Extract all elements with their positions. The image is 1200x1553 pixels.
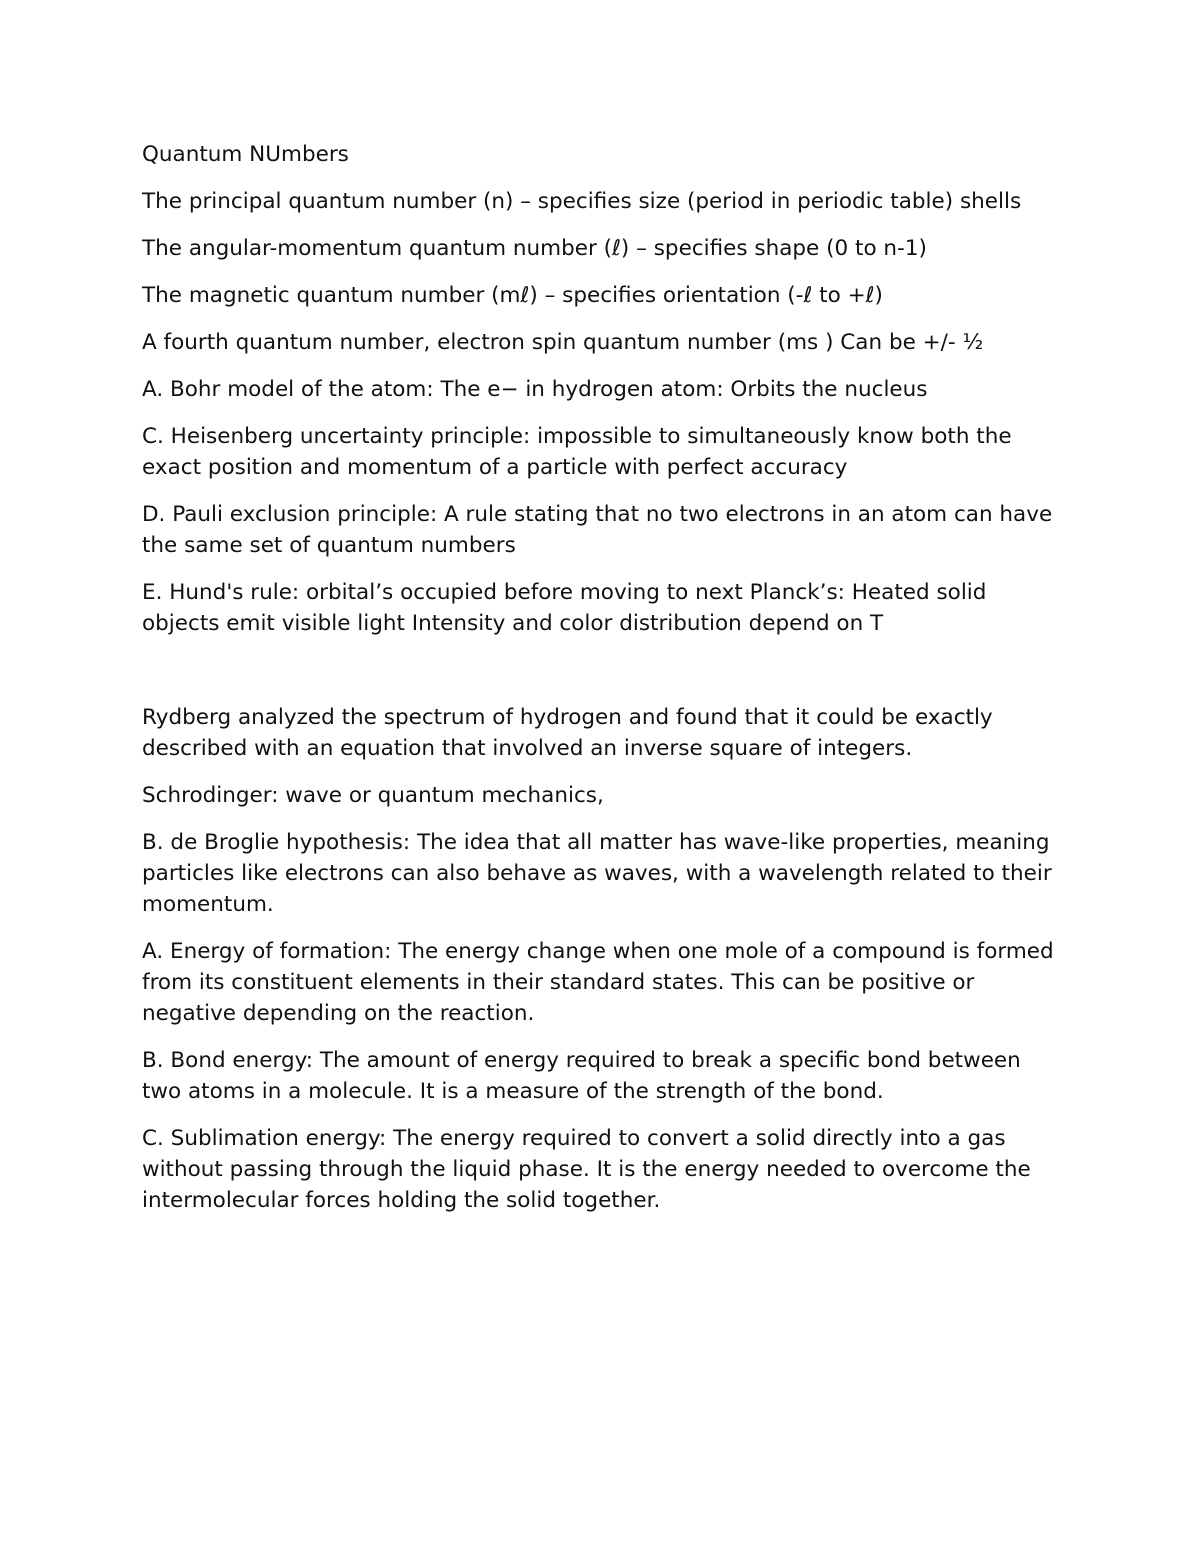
paragraph-magnetic-quantum-number: The magnetic quantum number (mℓ) – specifies orientation (-ℓ to +ℓ) — [142, 283, 883, 308]
paragraph-angular-momentum-quantum-number: The angular-momentum quantum number (ℓ) – specifies shape (0 to n-1) — [142, 236, 927, 261]
paragraph-energy-of-formation: A. Energy of formation: The energy change when one mole of a compound is formed from its constituent elements in their standard states. This can be positive or negative depending on the reaction. — [142, 939, 1054, 1026]
blank-line — [142, 655, 1062, 702]
document-title: Quantum NUmbers — [142, 142, 349, 167]
paragraph-rydberg: Rydberg analyzed the spectrum of hydrogen and found that it could be exactly described with an equation that involved an inverse square of integers. — [142, 705, 993, 761]
paragraph-spin-quantum-number: A fourth quantum number, electron spin quantum number (ms ) Can be +/- ½ — [142, 330, 984, 355]
paragraph-pauli: D. Pauli exclusion principle: A rule stating that no two electrons in an atom can have the same set of quantum numbers — [142, 502, 1053, 558]
paragraph-sublimation-energy: C. Sublimation energy: The energy required to convert a solid directly into a gas without passing through the liquid phase. It is the energy needed to overcome the intermolecular forces holding the solid together. — [142, 1126, 1031, 1213]
paragraph-hund-planck: E. Hund's rule: orbital’s occupied before moving to next Planck’s: Heated solid objects emit visible light Intensity and color distribution depend on T — [142, 580, 987, 636]
paragraph-schrodinger: Schrodinger: wave or quantum mechanics, — [142, 783, 604, 808]
paragraph-bond-energy: B. Bond energy: The amount of energy required to break a specific bond between two atoms in a molecule. It is a measure of the strength of the bond. — [142, 1048, 1021, 1104]
document-body — [142, 139, 1062, 1232]
paragraph-de-broglie: B. de Broglie hypothesis: The idea that all matter has wave-like properties, meaning particles like electrons can also behave as waves, with a wavelength related to their momentum. — [142, 830, 1052, 917]
paragraph-principal-quantum-number: The principal quantum number (n) – specifies size (period in periodic table) shells — [142, 189, 1022, 214]
paragraph-bohr-model: A. Bohr model of the atom: The e− in hydrogen atom: Orbits the nucleus — [142, 377, 928, 402]
paragraph-heisenberg: C. Heisenberg uncertainty principle: impossible to simultaneously know both the exact position and momentum of a particle with perfect accuracy — [142, 424, 1012, 480]
